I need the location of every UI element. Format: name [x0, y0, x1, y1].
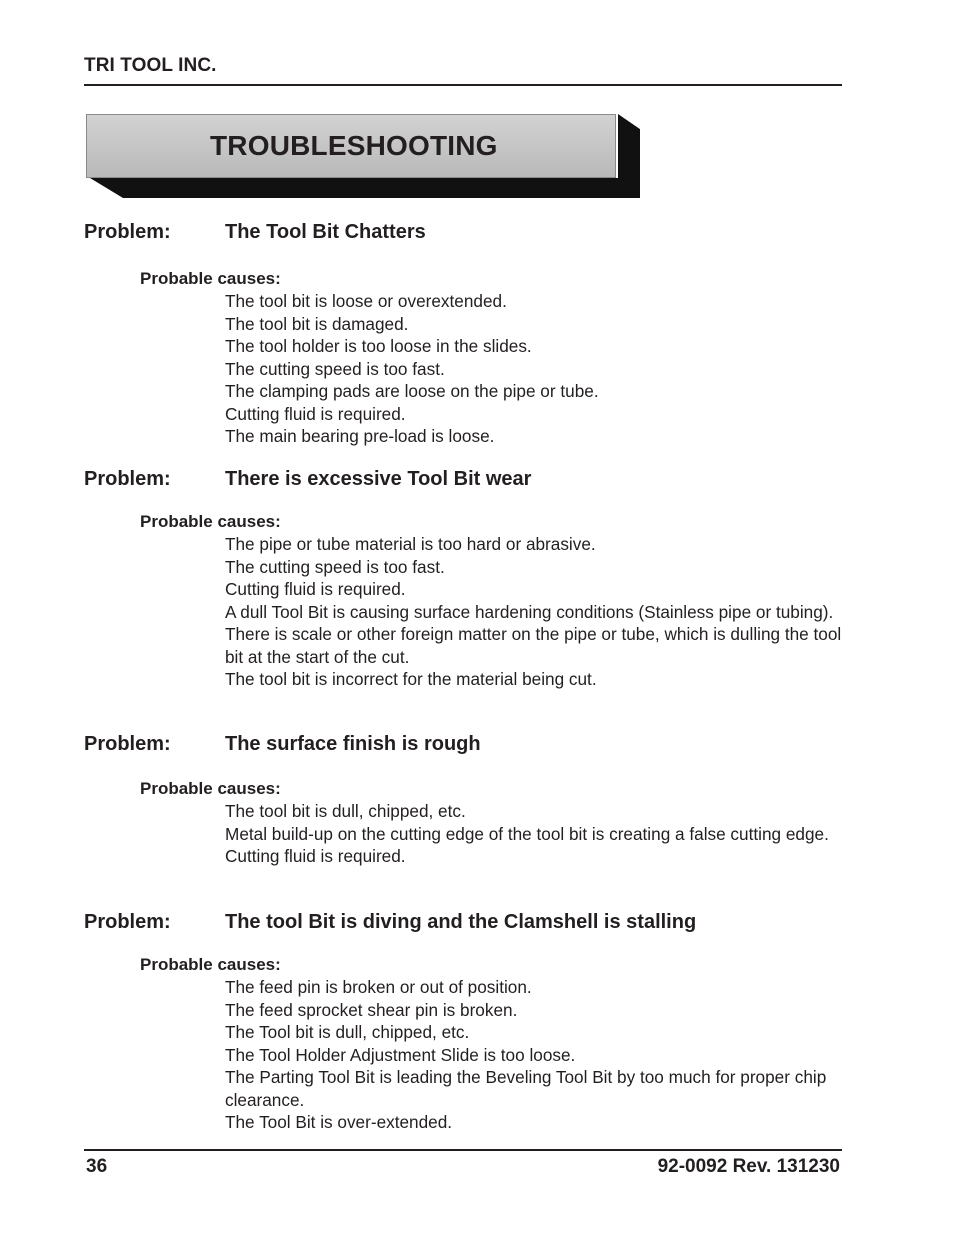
problem-section-3	[84, 733, 854, 866]
causes-label: Probable causes:	[140, 779, 281, 798]
problem-title: The Tool Bit Chatters	[225, 221, 426, 243]
cause-list	[225, 976, 845, 1134]
cause-list	[225, 800, 845, 868]
problem-label: Problem:	[84, 911, 171, 933]
problem-title: The surface finish is rough	[225, 733, 481, 755]
problem-section-4	[84, 911, 854, 1132]
cause-item: The tool bit is damaged.	[225, 313, 409, 334]
cause-item: The tool bit is loose or overextended.	[225, 291, 507, 311]
document-revision: 92-0092 Rev. 131230	[657, 1156, 840, 1177]
problem-section-1	[84, 221, 854, 446]
cause-item: The pipe or tube material is too hard or abrasive.	[225, 534, 596, 554]
cause-item: The feed sprocket shear pin is broken.	[225, 999, 518, 1020]
causes-label: Probable causes:	[140, 269, 281, 288]
cause-item: Cutting fluid is required.	[225, 579, 406, 599]
cause-item: The tool bit is dull, chipped, etc.	[225, 801, 466, 821]
banner-plate	[86, 114, 616, 178]
problem-label: Problem:	[84, 468, 171, 490]
cause-item: The Tool bit is dull, chipped, etc.	[225, 1022, 470, 1042]
page-number: 36	[86, 1156, 108, 1177]
cause-item: The clamping pads are loose on the pipe or tube.	[225, 381, 599, 401]
causes-label: Probable causes:	[140, 955, 281, 974]
page-title: TROUBLESHOOTING	[210, 130, 498, 161]
cause-item: Cutting fluid is required.	[225, 846, 406, 866]
problem-heading	[84, 911, 854, 937]
problem-title: The tool Bit is diving and the Clamshell is stalling	[225, 911, 697, 933]
problem-section-2	[84, 468, 854, 689]
cause-item: The feed pin is broken or out of position.	[225, 977, 532, 997]
cause-list	[225, 290, 845, 448]
banner-shadow-bottom	[90, 178, 640, 198]
cause-item: The cutting speed is too fast.	[225, 358, 445, 379]
cause-item: The tool bit is incorrect for the material being cut.	[225, 669, 597, 689]
cause-item: The Tool Bit is over-extended.	[225, 1112, 453, 1132]
cause-item: Metal build-up on the cutting edge of the tool bit is creating a false cutting edge.	[225, 823, 829, 844]
causes-label: Probable causes:	[140, 512, 281, 531]
cause-item: Cutting fluid is required.	[225, 403, 406, 424]
problem-title: There is excessive Tool Bit wear	[225, 468, 532, 490]
footer-rule	[84, 1149, 842, 1151]
cause-list	[225, 533, 845, 691]
cause-item: The cutting speed is too fast.	[225, 556, 445, 577]
problem-label: Problem:	[84, 733, 171, 755]
problem-label: Problem:	[84, 221, 171, 243]
problem-heading	[84, 733, 854, 759]
cause-item: The tool holder is too loose in the slides.	[225, 336, 532, 356]
cause-item: The main bearing pre-load is loose.	[225, 426, 495, 446]
problem-heading	[84, 221, 854, 247]
cause-item: There is scale or other foreign matter on the pipe or tube, which is dulling the tool bit at the start of the cut.	[225, 624, 842, 667]
header-rule	[84, 84, 842, 86]
cause-item: The Parting Tool Bit is leading the Beveling Tool Bit by too much for proper chip clearance.	[225, 1067, 827, 1110]
company-name: TRI TOOL INC.	[84, 55, 217, 76]
problem-heading	[84, 468, 854, 494]
cause-item: The Tool Holder Adjustment Slide is too loose.	[225, 1044, 576, 1065]
cause-item: A dull Tool Bit is causing surface hardening conditions (Stainless pipe or tubing).	[225, 601, 834, 622]
section-banner	[86, 114, 642, 200]
